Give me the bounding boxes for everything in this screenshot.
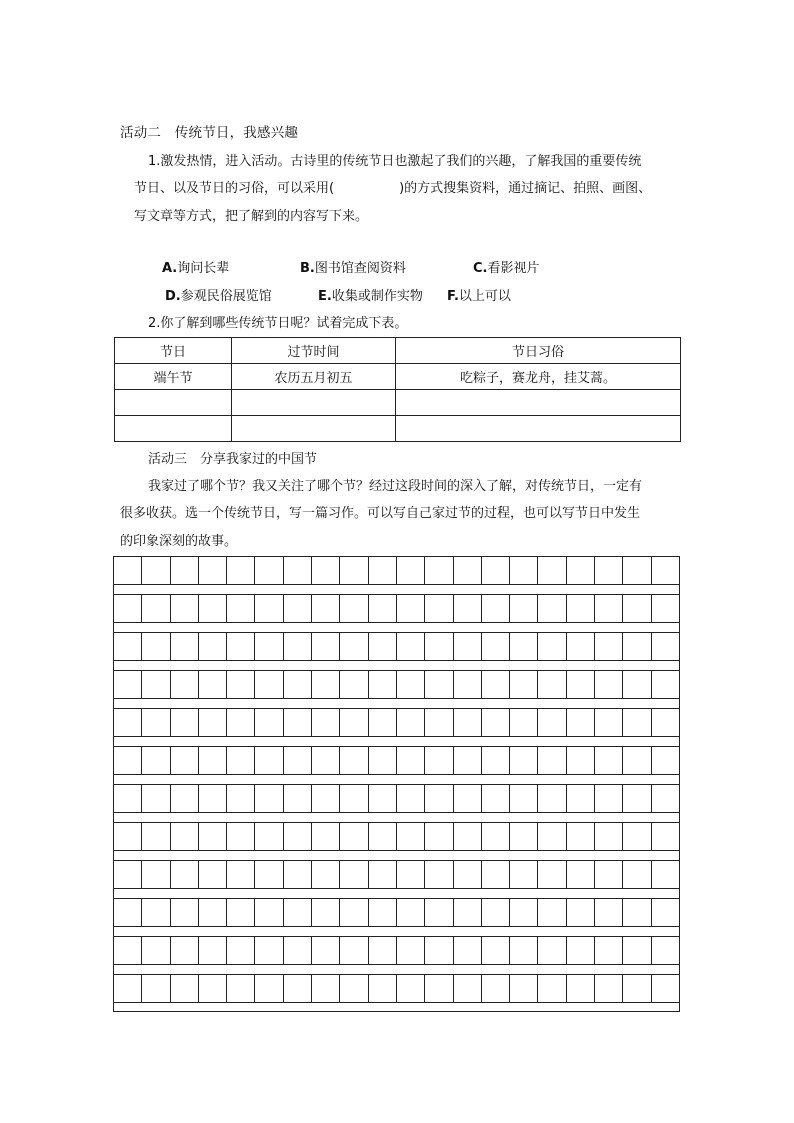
grid-cell[interactable] [595, 709, 623, 736]
grid-cell[interactable] [199, 633, 227, 660]
grid-cell[interactable] [171, 557, 199, 584]
grid-cell[interactable] [142, 633, 170, 660]
grid-cell[interactable] [199, 671, 227, 698]
grid-cell[interactable] [369, 747, 397, 774]
grid-cell[interactable] [397, 785, 425, 812]
grid-cell[interactable] [284, 595, 312, 622]
grid-cell[interactable] [425, 861, 453, 888]
grid-cell[interactable] [340, 785, 368, 812]
grid-cell[interactable] [482, 861, 510, 888]
grid-cell[interactable] [538, 975, 566, 1002]
grid-row [113, 556, 680, 585]
grid-row-gap [113, 661, 680, 670]
grid-cell[interactable] [340, 861, 368, 888]
grid-cell[interactable] [482, 823, 510, 850]
grid-cell[interactable] [312, 937, 340, 964]
grid-cell[interactable] [397, 709, 425, 736]
grid-cell[interactable] [454, 557, 482, 584]
grid-cell[interactable] [397, 557, 425, 584]
grid-cell[interactable] [199, 709, 227, 736]
grid-cell[interactable] [312, 671, 340, 698]
grid-cell[interactable] [114, 671, 142, 698]
grid-cell[interactable] [595, 899, 623, 926]
grid-cell[interactable] [510, 633, 538, 660]
table-cell: 农历五月初五 [232, 364, 396, 390]
grid-cell[interactable] [538, 823, 566, 850]
header-festival: 节日 [115, 338, 232, 364]
grid-cell[interactable] [425, 633, 453, 660]
grid-cell[interactable] [284, 709, 312, 736]
grid-cell[interactable] [227, 747, 255, 774]
grid-cell[interactable] [623, 671, 651, 698]
grid-cell[interactable] [255, 823, 283, 850]
grid-cell[interactable] [397, 823, 425, 850]
grid-cell[interactable] [538, 747, 566, 774]
grid-cell[interactable] [538, 785, 566, 812]
grid-cell[interactable] [142, 975, 170, 1002]
grid-cell[interactable] [171, 937, 199, 964]
grid-row-gap [113, 889, 680, 898]
header-custom: 节日习俗 [396, 338, 681, 364]
grid-cell[interactable] [482, 899, 510, 926]
grid-row [113, 822, 680, 851]
grid-cell[interactable] [454, 595, 482, 622]
grid-cell[interactable] [425, 975, 453, 1002]
grid-cell[interactable] [312, 899, 340, 926]
grid-cell[interactable] [114, 861, 142, 888]
grid-cell[interactable] [482, 747, 510, 774]
grid-cell[interactable] [369, 861, 397, 888]
grid-cell[interactable] [369, 937, 397, 964]
grid-cell[interactable] [425, 671, 453, 698]
table-cell[interactable] [115, 416, 232, 442]
grid-cell[interactable] [171, 975, 199, 1002]
grid-cell[interactable] [114, 823, 142, 850]
grid-cell[interactable] [623, 823, 651, 850]
grid-cell[interactable] [255, 785, 283, 812]
grid-cell[interactable] [199, 785, 227, 812]
grid-cell[interactable] [623, 937, 651, 964]
grid-cell[interactable] [142, 557, 170, 584]
grid-cell[interactable] [142, 595, 170, 622]
grid-cell[interactable] [227, 557, 255, 584]
grid-cell[interactable] [397, 747, 425, 774]
grid-cell[interactable] [538, 557, 566, 584]
table-cell[interactable] [115, 390, 232, 416]
grid-cell[interactable] [567, 899, 595, 926]
grid-cell[interactable] [227, 671, 255, 698]
grid-row [113, 594, 680, 623]
grid-row [113, 974, 680, 1003]
grid-cell[interactable] [595, 557, 623, 584]
grid-cell[interactable] [623, 899, 651, 926]
grid-cell[interactable] [567, 633, 595, 660]
grid-cell[interactable] [623, 975, 651, 1002]
grid-cell[interactable] [114, 557, 142, 584]
grid-cell[interactable] [595, 633, 623, 660]
grid-cell[interactable] [340, 557, 368, 584]
grid-cell[interactable] [454, 785, 482, 812]
grid-cell[interactable] [652, 823, 679, 850]
grid-cell[interactable] [340, 595, 368, 622]
activity3-line1: 我家过了哪个节？我又关注了哪个节？经过这段时间的深入了解，对传统节日，一定有 [148, 479, 643, 494]
option-a: A.询问长辈 [162, 261, 230, 276]
grid-cell[interactable] [567, 709, 595, 736]
grid-cell[interactable] [510, 747, 538, 774]
grid-cell[interactable] [312, 557, 340, 584]
grid-cell[interactable] [255, 975, 283, 1002]
grid-cell[interactable] [312, 747, 340, 774]
grid-row-gap [113, 623, 680, 632]
grid-cell[interactable] [142, 709, 170, 736]
grid-cell[interactable] [142, 671, 170, 698]
grid-cell[interactable] [538, 709, 566, 736]
grid-cell[interactable] [482, 709, 510, 736]
grid-cell[interactable] [397, 633, 425, 660]
grid-cell[interactable] [369, 823, 397, 850]
grid-cell[interactable] [397, 975, 425, 1002]
table-row [115, 390, 681, 416]
grid-cell[interactable] [199, 823, 227, 850]
grid-cell[interactable] [397, 671, 425, 698]
grid-cell[interactable] [171, 823, 199, 850]
grid-cell[interactable] [538, 671, 566, 698]
activity2-title: 活动二 传统节日，我感兴趣 [120, 125, 299, 141]
grid-cell[interactable] [397, 899, 425, 926]
grid-cell[interactable] [227, 975, 255, 1002]
grid-cell[interactable] [114, 747, 142, 774]
grid-cell[interactable] [171, 595, 199, 622]
grid-cell[interactable] [340, 899, 368, 926]
q2-prompt: 2.你了解到哪些传统节日呢？试着完成下表。 [148, 316, 408, 331]
grid-cell[interactable] [538, 937, 566, 964]
grid-cell[interactable] [340, 747, 368, 774]
grid-row [113, 936, 680, 965]
grid-cell[interactable] [567, 937, 595, 964]
grid-cell[interactable] [595, 671, 623, 698]
grid-row [113, 860, 680, 889]
grid-cell[interactable] [652, 937, 679, 964]
grid-cell[interactable] [510, 671, 538, 698]
grid-cell[interactable] [114, 595, 142, 622]
grid-cell[interactable] [567, 747, 595, 774]
grid-cell[interactable] [199, 975, 227, 1002]
grid-cell[interactable] [171, 861, 199, 888]
grid-cell[interactable] [340, 823, 368, 850]
grid-cell[interactable] [510, 709, 538, 736]
grid-cell[interactable] [538, 595, 566, 622]
grid-cell[interactable] [340, 709, 368, 736]
activity3-line3: 的印象深刻的故事。 [120, 534, 238, 549]
festival-table [114, 337, 681, 442]
grid-cell[interactable] [595, 747, 623, 774]
grid-cell[interactable] [369, 899, 397, 926]
grid-cell[interactable] [255, 633, 283, 660]
grid-cell[interactable] [482, 595, 510, 622]
grid-cell[interactable] [425, 899, 453, 926]
grid-cell[interactable] [652, 633, 679, 660]
grid-row [113, 898, 680, 927]
grid-cell[interactable] [454, 747, 482, 774]
grid-row [113, 632, 680, 661]
grid-cell[interactable] [425, 937, 453, 964]
grid-cell[interactable] [199, 899, 227, 926]
grid-cell[interactable] [255, 937, 283, 964]
grid-cell[interactable] [454, 823, 482, 850]
grid-cell[interactable] [369, 595, 397, 622]
grid-cell[interactable] [369, 633, 397, 660]
grid-cell[interactable] [284, 899, 312, 926]
grid-cell[interactable] [171, 747, 199, 774]
grid-cell[interactable] [397, 937, 425, 964]
grid-cell[interactable] [255, 709, 283, 736]
grid-cell[interactable] [567, 595, 595, 622]
grid-cell[interactable] [312, 823, 340, 850]
grid-cell[interactable] [312, 709, 340, 736]
option-d: D.参观民俗展览馆 [165, 289, 272, 304]
grid-cell[interactable] [482, 785, 510, 812]
grid-cell[interactable] [369, 557, 397, 584]
grid-row-gap [113, 851, 680, 860]
grid-cell[interactable] [510, 557, 538, 584]
grid-cell[interactable] [340, 937, 368, 964]
grid-cell[interactable] [623, 633, 651, 660]
grid-cell[interactable] [595, 595, 623, 622]
grid-cell[interactable] [652, 671, 679, 698]
grid-cell[interactable] [255, 747, 283, 774]
grid-cell[interactable] [623, 557, 651, 584]
grid-cell[interactable] [425, 785, 453, 812]
grid-cell[interactable] [652, 975, 679, 1002]
grid-row-gap [113, 775, 680, 784]
grid-cell[interactable] [369, 709, 397, 736]
grid-cell[interactable] [199, 595, 227, 622]
table-cell[interactable] [396, 416, 681, 442]
grid-row [113, 746, 680, 775]
grid-cell[interactable] [312, 595, 340, 622]
grid-cell[interactable] [567, 823, 595, 850]
grid-cell[interactable] [255, 899, 283, 926]
grid-cell[interactable] [595, 823, 623, 850]
option-e: E.收集或制作实物 [318, 289, 423, 304]
grid-cell[interactable] [171, 709, 199, 736]
grid-cell[interactable] [595, 785, 623, 812]
grid-cell[interactable] [142, 785, 170, 812]
grid-row [113, 708, 680, 737]
grid-cell[interactable] [510, 937, 538, 964]
grid-cell[interactable] [538, 899, 566, 926]
grid-cell[interactable] [255, 557, 283, 584]
grid-cell[interactable] [171, 671, 199, 698]
q1-line1: 1.激发热情，进入活动。古诗里的传统节日也激起了我们的兴趣，了解我国的重要传统 [148, 154, 642, 169]
grid-cell[interactable] [227, 785, 255, 812]
table-cell: 端午节 [115, 364, 232, 390]
grid-cell[interactable] [482, 975, 510, 1002]
grid-cell[interactable] [425, 823, 453, 850]
table-cell[interactable] [232, 390, 396, 416]
grid-cell[interactable] [397, 861, 425, 888]
grid-cell[interactable] [114, 633, 142, 660]
activity3-line2: 很多收获。选一个传统节日，写一篇习作。可以写自己家过节的过程，也可以写节日中发生 [120, 506, 641, 521]
grid-row-gap [113, 1003, 680, 1012]
grid-cell[interactable] [538, 633, 566, 660]
grid-cell[interactable] [652, 557, 679, 584]
grid-cell[interactable] [255, 861, 283, 888]
grid-cell[interactable] [652, 747, 679, 774]
grid-cell[interactable] [369, 975, 397, 1002]
header-date: 过节时间 [232, 338, 396, 364]
grid-cell[interactable] [227, 709, 255, 736]
grid-cell[interactable] [623, 709, 651, 736]
grid-cell[interactable] [312, 785, 340, 812]
grid-cell[interactable] [227, 595, 255, 622]
option-f: F.以上可以 [447, 289, 511, 304]
grid-row-gap [113, 585, 680, 594]
grid-cell[interactable] [595, 861, 623, 888]
grid-cell[interactable] [142, 747, 170, 774]
grid-cell[interactable] [340, 671, 368, 698]
grid-row [113, 784, 680, 813]
grid-cell[interactable] [454, 671, 482, 698]
grid-cell[interactable] [114, 899, 142, 926]
grid-cell[interactable] [284, 861, 312, 888]
table-cell[interactable] [396, 390, 681, 416]
grid-cell[interactable] [142, 937, 170, 964]
grid-cell[interactable] [454, 975, 482, 1002]
grid-cell[interactable] [114, 937, 142, 964]
grid-cell[interactable] [171, 785, 199, 812]
grid-cell[interactable] [567, 671, 595, 698]
grid-cell[interactable] [454, 899, 482, 926]
grid-row-gap [113, 965, 680, 974]
activity3-title: 活动三 分享我家过的中国节 [148, 452, 318, 467]
grid-cell[interactable] [538, 861, 566, 888]
grid-cell[interactable] [482, 557, 510, 584]
grid-cell[interactable] [652, 861, 679, 888]
grid-cell[interactable] [425, 595, 453, 622]
table-cell: 吃粽子，赛龙舟，挂艾蒿。 [396, 364, 681, 390]
grid-cell[interactable] [454, 709, 482, 736]
grid-cell[interactable] [312, 633, 340, 660]
grid-cell[interactable] [369, 785, 397, 812]
q1-line2: 节日、以及节日的习俗，可以采用( )的方式搜集资料，通过摘记、拍照、画图、 [134, 181, 652, 196]
grid-cell[interactable] [595, 975, 623, 1002]
grid-cell[interactable] [623, 785, 651, 812]
grid-cell[interactable] [284, 557, 312, 584]
grid-cell[interactable] [652, 709, 679, 736]
grid-cell[interactable] [199, 937, 227, 964]
grid-cell[interactable] [227, 899, 255, 926]
grid-cell[interactable] [199, 747, 227, 774]
grid-cell[interactable] [340, 633, 368, 660]
grid-cell[interactable] [652, 785, 679, 812]
option-c: C.看影视片 [473, 261, 540, 276]
grid-cell[interactable] [454, 633, 482, 660]
grid-cell[interactable] [284, 671, 312, 698]
grid-cell[interactable] [425, 557, 453, 584]
grid-cell[interactable] [142, 823, 170, 850]
grid-cell[interactable] [142, 861, 170, 888]
writing-grid[interactable] [113, 556, 680, 1012]
grid-row [113, 670, 680, 699]
grid-cell[interactable] [284, 823, 312, 850]
grid-cell[interactable] [142, 899, 170, 926]
grid-cell[interactable] [284, 937, 312, 964]
grid-cell[interactable] [227, 823, 255, 850]
grid-cell[interactable] [567, 975, 595, 1002]
grid-cell[interactable] [284, 785, 312, 812]
grid-cell[interactable] [171, 633, 199, 660]
grid-cell[interactable] [227, 633, 255, 660]
grid-row-gap [113, 813, 680, 822]
grid-cell[interactable] [425, 709, 453, 736]
grid-cell[interactable] [623, 595, 651, 622]
grid-cell[interactable] [567, 557, 595, 584]
grid-cell[interactable] [171, 899, 199, 926]
grid-cell[interactable] [227, 937, 255, 964]
grid-cell[interactable] [340, 975, 368, 1002]
grid-cell[interactable] [510, 899, 538, 926]
grid-cell[interactable] [284, 975, 312, 1002]
q1-line3: 写文章等方式，把了解到的内容写下来。 [134, 209, 369, 224]
grid-cell[interactable] [369, 671, 397, 698]
grid-cell[interactable] [255, 595, 283, 622]
grid-cell[interactable] [114, 709, 142, 736]
grid-row-gap [113, 737, 680, 746]
grid-cell[interactable] [510, 861, 538, 888]
grid-cell[interactable] [482, 671, 510, 698]
grid-cell[interactable] [199, 557, 227, 584]
grid-cell[interactable] [482, 937, 510, 964]
table-row [115, 416, 681, 442]
grid-cell[interactable] [284, 747, 312, 774]
grid-row-gap [113, 699, 680, 708]
grid-cell[interactable] [425, 747, 453, 774]
table-cell[interactable] [232, 416, 396, 442]
grid-cell[interactable] [114, 975, 142, 1002]
grid-cell[interactable] [510, 823, 538, 850]
grid-cell[interactable] [510, 975, 538, 1002]
grid-cell[interactable] [227, 861, 255, 888]
grid-cell[interactable] [595, 937, 623, 964]
grid-cell[interactable] [255, 671, 283, 698]
grid-cell[interactable] [623, 747, 651, 774]
option-b: B.图书馆查阅资料 [300, 261, 406, 276]
grid-cell[interactable] [567, 861, 595, 888]
table-row [115, 364, 681, 390]
grid-row-gap [113, 927, 680, 936]
grid-cell[interactable] [510, 595, 538, 622]
grid-cell[interactable] [567, 785, 595, 812]
grid-cell[interactable] [454, 937, 482, 964]
grid-cell[interactable] [284, 633, 312, 660]
grid-cell[interactable] [312, 975, 340, 1002]
grid-cell[interactable] [454, 861, 482, 888]
grid-cell[interactable] [652, 899, 679, 926]
grid-cell[interactable] [199, 861, 227, 888]
grid-cell[interactable] [114, 785, 142, 812]
table-header-row [115, 338, 681, 364]
grid-cell[interactable] [652, 595, 679, 622]
grid-cell[interactable] [482, 633, 510, 660]
grid-cell[interactable] [510, 785, 538, 812]
grid-cell[interactable] [312, 861, 340, 888]
grid-cell[interactable] [623, 861, 651, 888]
grid-cell[interactable] [397, 595, 425, 622]
